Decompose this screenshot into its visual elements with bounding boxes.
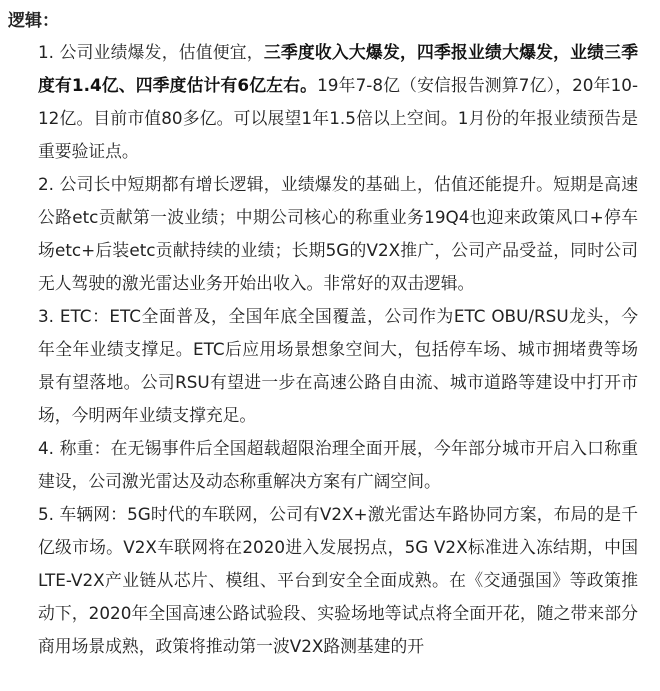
section-heading: 逻辑： — [8, 11, 59, 31]
item-1-highlight: 三季度收入大爆发，四季报业绩大爆发，业绩三季度有1.4亿、四季度估计有6亿左右。 — [38, 42, 638, 95]
list-item-5: 5. 车辆网：5G时代的车联网，公司有V2X+激光雷达车路协同方案，布局的是千亿级市场。V2X车联网将在2020进入发展拐点，5G V2X标准进入冻结期，中国LTE-V2X产业链从芯片、模组、平台到安全全面成熟。在《交通强国》等政策推动下，2020年全国高速公路试验段、实验场地等试点将全面开花，随之带来部分商用场景成熟，政策将推动第一波V2X路测基建的开 — [38, 504, 638, 656]
list-item-2: 2. 公司长中短期都有增长逻辑，业绩爆发的基础上，估值还能提升。短期是高速公路etc贡献第一波业绩；中期公司核心的称重业务19Q4也迎来政策风口+停车场etc+后装etc贡献持续的业绩；长期5G的V2X推广，公司产品受益，同时公司无人驾驶的激光雷达业务开始出收入。非常好的双击逻辑。 — [38, 174, 638, 293]
list-item-1 — [38, 36, 638, 168]
list-item-4: 4. 称重：在无锡事件后全国超载超限治理全面开展，今年部分城市开启入口称重建设，公司激光雷达及动态称重解决方案有广阔空间。 — [38, 438, 638, 491]
item-1-text-end: 19年7-8亿（安信报告测算7亿），20年10-12亿。目前市值80多亿。可以展望1年1.5倍以上空间。1月份的年报业绩预告是重要验证点。 — [38, 75, 639, 161]
item-1-text-start: 1. 公司业绩爆发，估值便宜， — [38, 42, 264, 62]
list-item-3: 3. ETC：ETC全面普及，全国年底全国覆盖，公司作为ETC OBU/RSU龙头，今年全年业绩支撑足。ETC后应用场景想象空间大，包括停车场、城市拥堵费等场景有望落地。公司RSU有望进一步在高速公路自由流、城市道路等建设中打开市场，今明两年业绩支撑充足。 — [38, 306, 638, 425]
